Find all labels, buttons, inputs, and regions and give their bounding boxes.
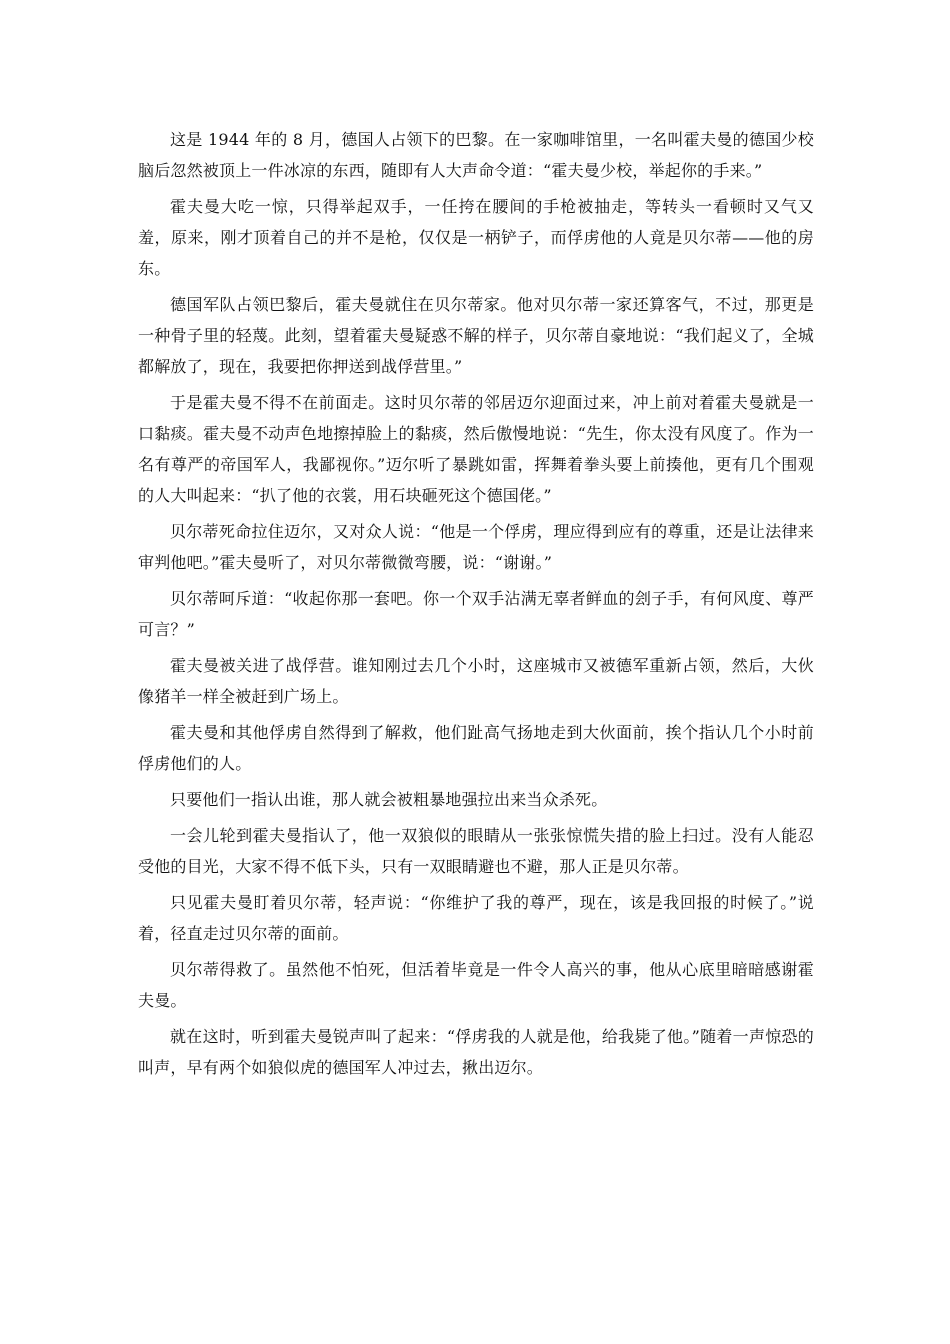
paragraph-12: 贝尔蒂得救了。虽然他不怕死，但活着毕竟是一件令人高兴的事，他从心底里暗暗感谢霍夫曼。 xyxy=(138,960,814,1010)
paragraph-3: 德国军队占领巴黎后，霍夫曼就住在贝尔蒂家。他对贝尔蒂一家还算客气，不过，那更是一种骨子里的轻蔑。此刻，望着霍夫曼疑惑不解的样子，贝尔蒂自豪地说：“我们起义了，全城都解放了，现在，我要把你押送到战俘营里。” xyxy=(138,295,814,376)
paragraph-4: 于是霍夫曼不得不在前面走。这时贝尔蒂的邻居迈尔迎面过来，冲上前对着霍夫曼就是一口黏痰。霍夫曼不动声色地擦掉脸上的黏痰，然后傲慢地说：“先生，你太没有风度了。作为一名有尊严的帝国军人，我鄙视你。”迈尔听了暴跳如雷，挥舞着拳头要上前揍他，更有几个围观的人大叫起来：“扒了他的衣裳，用石块砸死这个德国佬。” xyxy=(138,393,814,505)
paragraph-9: 只要他们一指认出谁，那人就会被粗暴地强拉出来当众杀死。 xyxy=(170,790,608,809)
paragraph-6: 贝尔蒂呵斥道：“收起你那一套吧。你一个双手沾满无辜者鲜血的刽子手，有何风度、尊严可言？” xyxy=(138,589,814,639)
paragraph-1: 这是 1944 年的 8 月，德国人占领下的巴黎。在一家咖啡馆里，一名叫霍夫曼的德国少校脑后忽然被顶上一件冰凉的东西，随即有人大声命令道：“霍夫曼少校，举起你的手来。” xyxy=(138,130,814,180)
paragraph-2: 霍夫曼大吃一惊，只得举起双手，一任挎在腰间的手枪被抽走，等转头一看顿时又气又羞，原来，刚才顶着自己的并不是枪，仅仅是一柄铲子，而俘虏他的人竟是贝尔蒂——他的房东。 xyxy=(138,197,814,278)
paragraph-5: 贝尔蒂死命拉住迈尔，又对众人说：“他是一个俘虏，理应得到应有的尊重，还是让法律来审判他吧。”霍夫曼听了，对贝尔蒂微微弯腰，说：“谢谢。” xyxy=(138,522,814,572)
paragraph-7: 霍夫曼被关进了战俘营。谁知刚过去几个小时，这座城市又被德军重新占领，然后，大伙像猪羊一样全被赶到广场上。 xyxy=(138,656,814,706)
paragraph-10: 一会儿轮到霍夫曼指认了，他一双狼似的眼睛从一张张惊慌失措的脸上扫过。没有人能忍受他的目光，大家不得不低下头，只有一双眼睛避也不避，那人正是贝尔蒂。 xyxy=(138,826,814,876)
paragraph-8: 霍夫曼和其他俘虏自然得到了解救，他们趾高气扬地走到大伙面前，挨个指认几个小时前俘虏他们的人。 xyxy=(138,723,814,773)
paragraph-11: 只见霍夫曼盯着贝尔蒂，轻声说：“你维护了我的尊严，现在，该是我回报的时候了。”说着，径直走过贝尔蒂的面前。 xyxy=(138,893,814,943)
story-text xyxy=(138,124,814,1088)
paragraph-13: 就在这时，听到霍夫曼锐声叫了起来：“俘虏我的人就是他，给我毙了他。”随着一声惊恐的叫声，早有两个如狼似虎的德国军人冲过去，揪出迈尔。 xyxy=(138,1027,814,1077)
